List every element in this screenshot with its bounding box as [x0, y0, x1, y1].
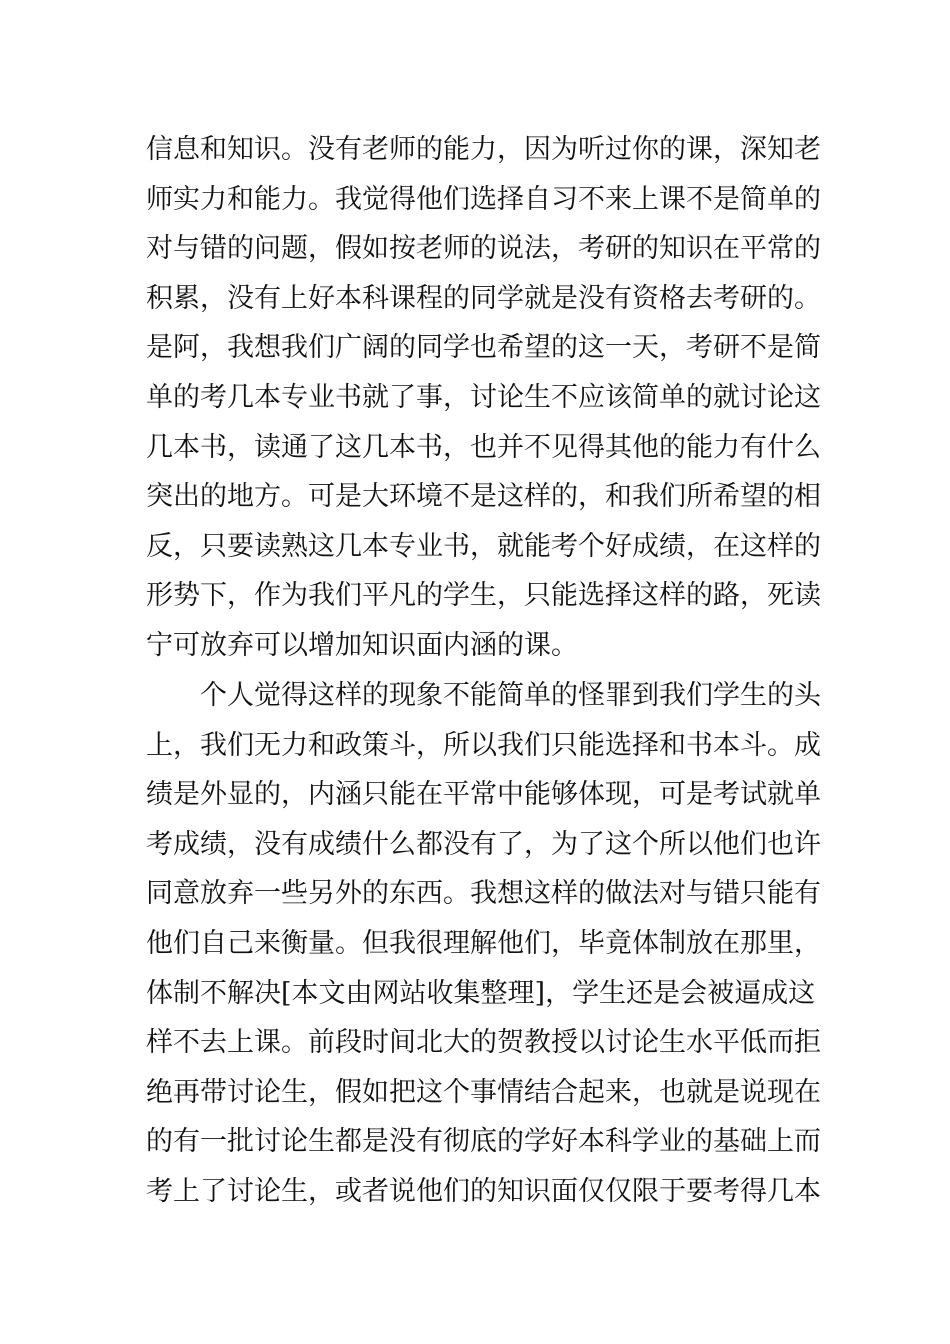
text-line: 同意放弃一些另外的东西。我想这样的做法对与错只能有 — [146, 878, 821, 910]
text-line: 突出的地方。可是大环境不是这样的，和我们所希望的相 — [146, 481, 821, 513]
text-line: 单的考几本专业书就了事，讨论生不应该简单的就讨论这 — [146, 381, 821, 413]
text-line: 宁可放弃可以增加知识面内涵的课。 — [146, 629, 578, 661]
paragraph-1 — [146, 125, 821, 671]
text-line: 的有一批讨论生都是没有彻底的学好本科学业的基础上而 — [146, 1126, 821, 1158]
text-line: 反，只要读熟这几本专业书，就能考个好成绩，在这样的 — [146, 530, 821, 562]
text-line: 考成绩，没有成绩什么都没有了，为了这个所以他们也许 — [146, 828, 821, 860]
text-line: 样不去上课。前段时间北大的贺教授以讨论生水平低而拒 — [146, 1027, 821, 1059]
text-line: 他们自己来衡量。但我很理解他们，毕竟体制放在那里， — [146, 927, 821, 959]
text-line: 是阿，我想我们广阔的同学也希望的这一天，考研不是简 — [146, 332, 821, 364]
text-line: 几本书，读通了这几本书，也并不见得其他的能力有什么 — [146, 431, 821, 463]
text-line: 考上了讨论生，或者说他们的知识面仅仅限于要考得几本 — [146, 1175, 821, 1207]
text-line: 师实力和能力。我觉得他们选择自习不来上课不是简单的 — [146, 183, 821, 215]
text-line: 形势下，作为我们平凡的学生，只能选择这样的路，死读 — [146, 580, 821, 612]
text-line: 对与错的问题，假如按老师的说法，考研的知识在平常的 — [146, 233, 821, 265]
text-line: 上，我们无力和政策斗，所以我们只能选择和书本斗。成 — [146, 729, 821, 761]
text-line: 积累，没有上好本科课程的同学就是没有资格去考研的。 — [146, 282, 821, 314]
text-line: 信息和知识。没有老师的能力，因为听过你的课，深知老 — [146, 134, 821, 165]
paragraph-2 — [146, 671, 821, 1217]
text-line: 体制不解决[本文由网站收集整理]，学生还是会被逼成这 — [146, 977, 816, 1009]
text-line: 个人觉得这样的现象不能简单的怪罪到我们学生的头 — [200, 680, 821, 711]
text-line: 绩是外显的，内涵只能在平常中能够体现，可是考试就单 — [146, 779, 821, 811]
text-line: 绝再带讨论生，假如把这个事情结合起来，也就是说现在 — [146, 1076, 821, 1108]
